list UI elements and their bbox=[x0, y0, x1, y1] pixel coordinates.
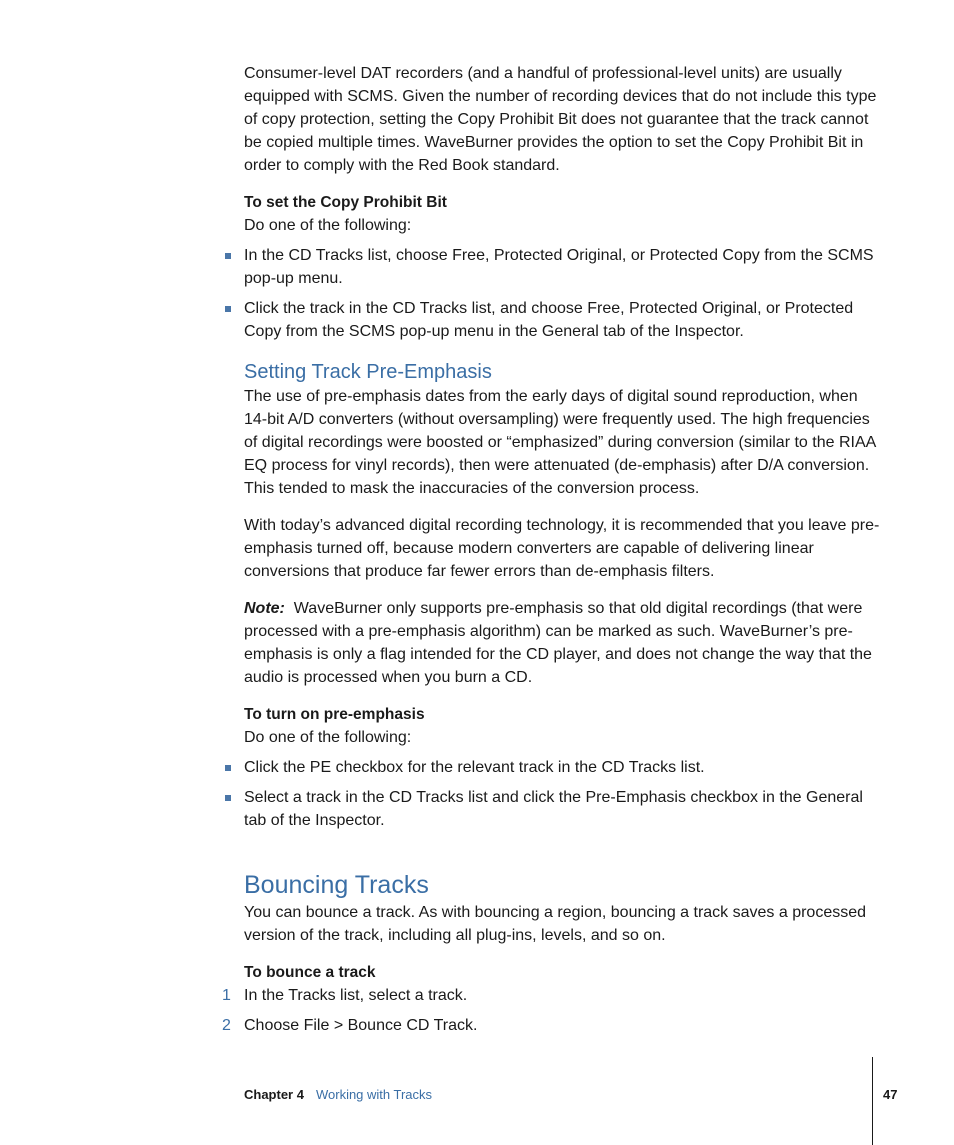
task-title-copy-prohibit: To set the Copy Prohibit Bit bbox=[244, 194, 447, 211]
task-lead: Do one of the following: bbox=[244, 217, 412, 234]
list-item: In the CD Tracks list, choose Free, Protected Original, or Protected Copy from the SCMS pop-up menu. bbox=[244, 244, 884, 290]
bouncing-paragraph: You can bounce a track. As with bouncing a region, bouncing a track saves a processed version of the track, including all plug-ins, levels, and so on. bbox=[244, 904, 867, 944]
step-number: 2 bbox=[222, 1017, 231, 1034]
footer-divider bbox=[872, 1057, 873, 1145]
pre-emphasis-section bbox=[244, 359, 884, 832]
footer-chapter: Chapter 4 bbox=[244, 1087, 304, 1102]
page-number: 47 bbox=[883, 1087, 898, 1102]
bullet-icon bbox=[225, 306, 231, 312]
step-number: 1 bbox=[222, 987, 231, 1004]
task-title-bounce: To bounce a track bbox=[244, 964, 376, 981]
list-item: 1 In the Tracks list, select a track. bbox=[244, 984, 884, 1007]
section-heading-pre-emphasis: Setting Track Pre-Emphasis bbox=[244, 361, 492, 383]
footer-chapter-title: Working with Tracks bbox=[315, 1087, 433, 1102]
intro-section bbox=[244, 62, 884, 177]
section-heading-bouncing: Bouncing Tracks bbox=[244, 871, 429, 899]
pre-emphasis-bullets bbox=[244, 756, 884, 832]
pre-emphasis-paragraph-2: With today’s advanced digital recording technology, it is recommended that you leave pre-emphasis turned off, because modern converters are capable of delivering linear conversions that produce far fewer errors than de-emphasis filters. bbox=[244, 517, 880, 580]
bouncing-section bbox=[222, 869, 884, 1037]
note-text: WaveBurner only supports pre-emphasis so that old digital recordings (that were processed with a pre-emphasis algorithm) can be marked as such. WaveBurner’s pre-emphasis is only a flag intended for the CD player, and does not change the way that the audio is processed when you burn a CD. bbox=[244, 600, 872, 686]
list-item: 2 Choose File > Bounce CD Track. bbox=[244, 1014, 884, 1037]
bullet-icon bbox=[225, 765, 231, 771]
intro-paragraph: Consumer-level DAT recorders (and a handful of professional-level units) are usually equipped with SCMS. Given the number of recording devices that do not include this type of copy protection, setting the Copy Prohibit Bit does not guarantee that the track cannot be copied multiple times. WaveBurner provides the option to set the Copy Prohibit Bit in order to comply with the Red Book standard. bbox=[244, 65, 877, 174]
bullet-icon bbox=[225, 795, 231, 801]
note-paragraph bbox=[244, 597, 884, 689]
page-footer bbox=[244, 1085, 432, 1105]
pre-emphasis-paragraph-1: The use of pre-emphasis dates from the early days of digital sound reproduction, when 14-bit A/D converters (without oversampling) were frequently used. The high frequencies of digital recordings were boosted or “emphasized” during conversion (similar to the RIAA EQ process for vinyl records), then were attenuated (de-emphasis) after D/A conversion. This tended to mask the inaccuracies of the conversion process. bbox=[244, 388, 876, 497]
bullet-icon bbox=[225, 253, 231, 259]
bounce-steps bbox=[222, 984, 884, 1037]
list-item: Select a track in the CD Tracks list and click the Pre-Emphasis checkbox in the General tab of the Inspector. bbox=[244, 786, 884, 832]
list-item: Click the track in the CD Tracks list, and choose Free, Protected Original, or Protected Copy from the SCMS pop-up menu in the General tab of the Inspector. bbox=[244, 297, 884, 343]
list-item: Click the PE checkbox for the relevant track in the CD Tracks list. bbox=[244, 756, 884, 779]
copy-prohibit-bullets bbox=[244, 244, 884, 343]
note-label: Note: bbox=[244, 600, 285, 617]
copy-prohibit-task bbox=[244, 191, 884, 343]
task-title-pre-emphasis: To turn on pre-emphasis bbox=[244, 706, 425, 723]
task-lead: Do one of the following: bbox=[244, 729, 412, 746]
